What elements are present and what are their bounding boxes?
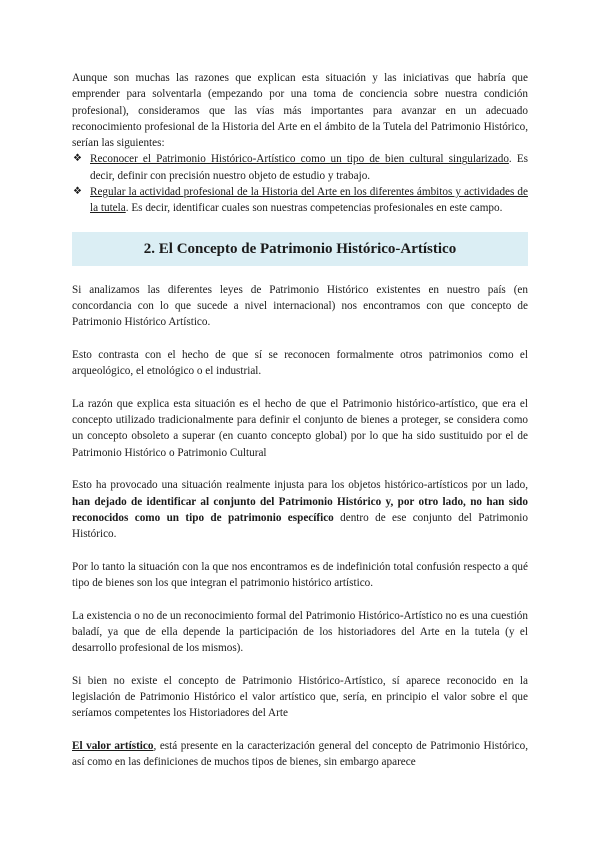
section-heading-text: 2. El Concepto de Patrimonio Histórico-Artístico [143, 240, 457, 257]
diamond-bullet-icon: ❖ [73, 186, 82, 198]
diamond-bullet-icon: ❖ [73, 153, 82, 165]
section-heading [72, 232, 528, 266]
paragraph-1: Si analizamos las diferentes leyes de Patrimonio Histórico existentes en nuestro país (en concordancia con lo que sucede a nivel internacional) nos encontramos con que concepto de Patrimonio Histórico Artístico. [72, 283, 528, 329]
intro-paragraph: Aunque son muchas las razones que explican esta situación y las iniciativas que habría que emprender para solventarla (empezando por una toma de conciencia sobre nuestra condición profesional), consideramos que las vías más importantes para avanzar en un adecuado reconocimiento profesional de la Historia del Arte en el ámbito de la Tutela del Patrimonio Histórico, serían las siguientes: [72, 72, 528, 150]
paragraph-3: La razón que explica esta situación es el hecho de que el Patrimonio histórico-artístico, que era el concepto utilizado tradicionalmente para definir el conjunto de bienes a proteger, se considera como un concepto obsoleto a superar (en cuanto concepto global) por lo que ha sido sustituido por el de Patrimonio Histórico o Patrimonio Cultural [72, 397, 528, 459]
list-item [73, 184, 528, 217]
paragraph-8-rest: , está presente en la caracterización general del concepto de Patrimonio Histórico, así como en las definiciones de muchos tipos de bienes, sin embargo aparece [72, 739, 528, 769]
paragraph-4-bold: han dejado de identificar al conjunto del Patrimonio Histórico y, por otro lado, no han sido reconocidos como un tipo de patrimonio específico [72, 495, 528, 524]
bullet-underlined-text: Regular la actividad profesional de la Historia del Arte en los diferentes ámbitos y actividades de la tutela [90, 186, 528, 215]
bullet-underlined-text: Reconocer el Patrimonio Histórico-Artístico como un tipo de bien cultural singularizado [90, 153, 509, 166]
paragraph-8 [72, 738, 528, 771]
paragraph-2: Esto contrasta con el hecho de que sí se reconocen formalmente otros patrimonios como el arqueológico, el etnológico o el industrial. [72, 348, 528, 378]
paragraph-7: Si bien no existe el concepto de Patrimonio Histórico-Artístico, sí aparece reconocido en la legislación de Patrimonio Histórico el valor artístico que, sería, en principio el valor sobre el que seríamos competentes los Historiadores del Arte [72, 674, 528, 720]
paragraph-5: Por lo tanto la situación con la que nos encontramos es de indefinición total confusión respecto a qué tipo de bienes son los que integran el patrimonio histórico artístico. [72, 560, 528, 590]
bullet-list [72, 151, 528, 216]
bullet-text: . Es decir, definir con precisión nuestro objeto de estudio y trabajo. [90, 153, 529, 182]
paragraph-4-start: Esto ha provocado una situación realmente injusta para los objetos histórico-artísticos por un lado, [72, 479, 528, 492]
paragraph-6: La existencia o no de un reconocimiento formal del Patrimonio Histórico-Artístico no es una cuestión baladí, ya que de ella depende la participación de los historiadores del Arte en la tutela (y el desarrollo profesional de los mismos). [72, 609, 528, 655]
paragraph-4 [72, 477, 528, 542]
document-page [72, 70, 528, 771]
paragraph-4-end: dentro de ese conjunto del Patrimonio Histórico. [72, 511, 528, 541]
paragraph-8-bold-underlined: El valor artístico [72, 739, 154, 752]
bullet-text: . Es decir, identificar cuales son nuestras competencias profesionales en este campo. [125, 202, 503, 215]
list-item [73, 151, 529, 184]
